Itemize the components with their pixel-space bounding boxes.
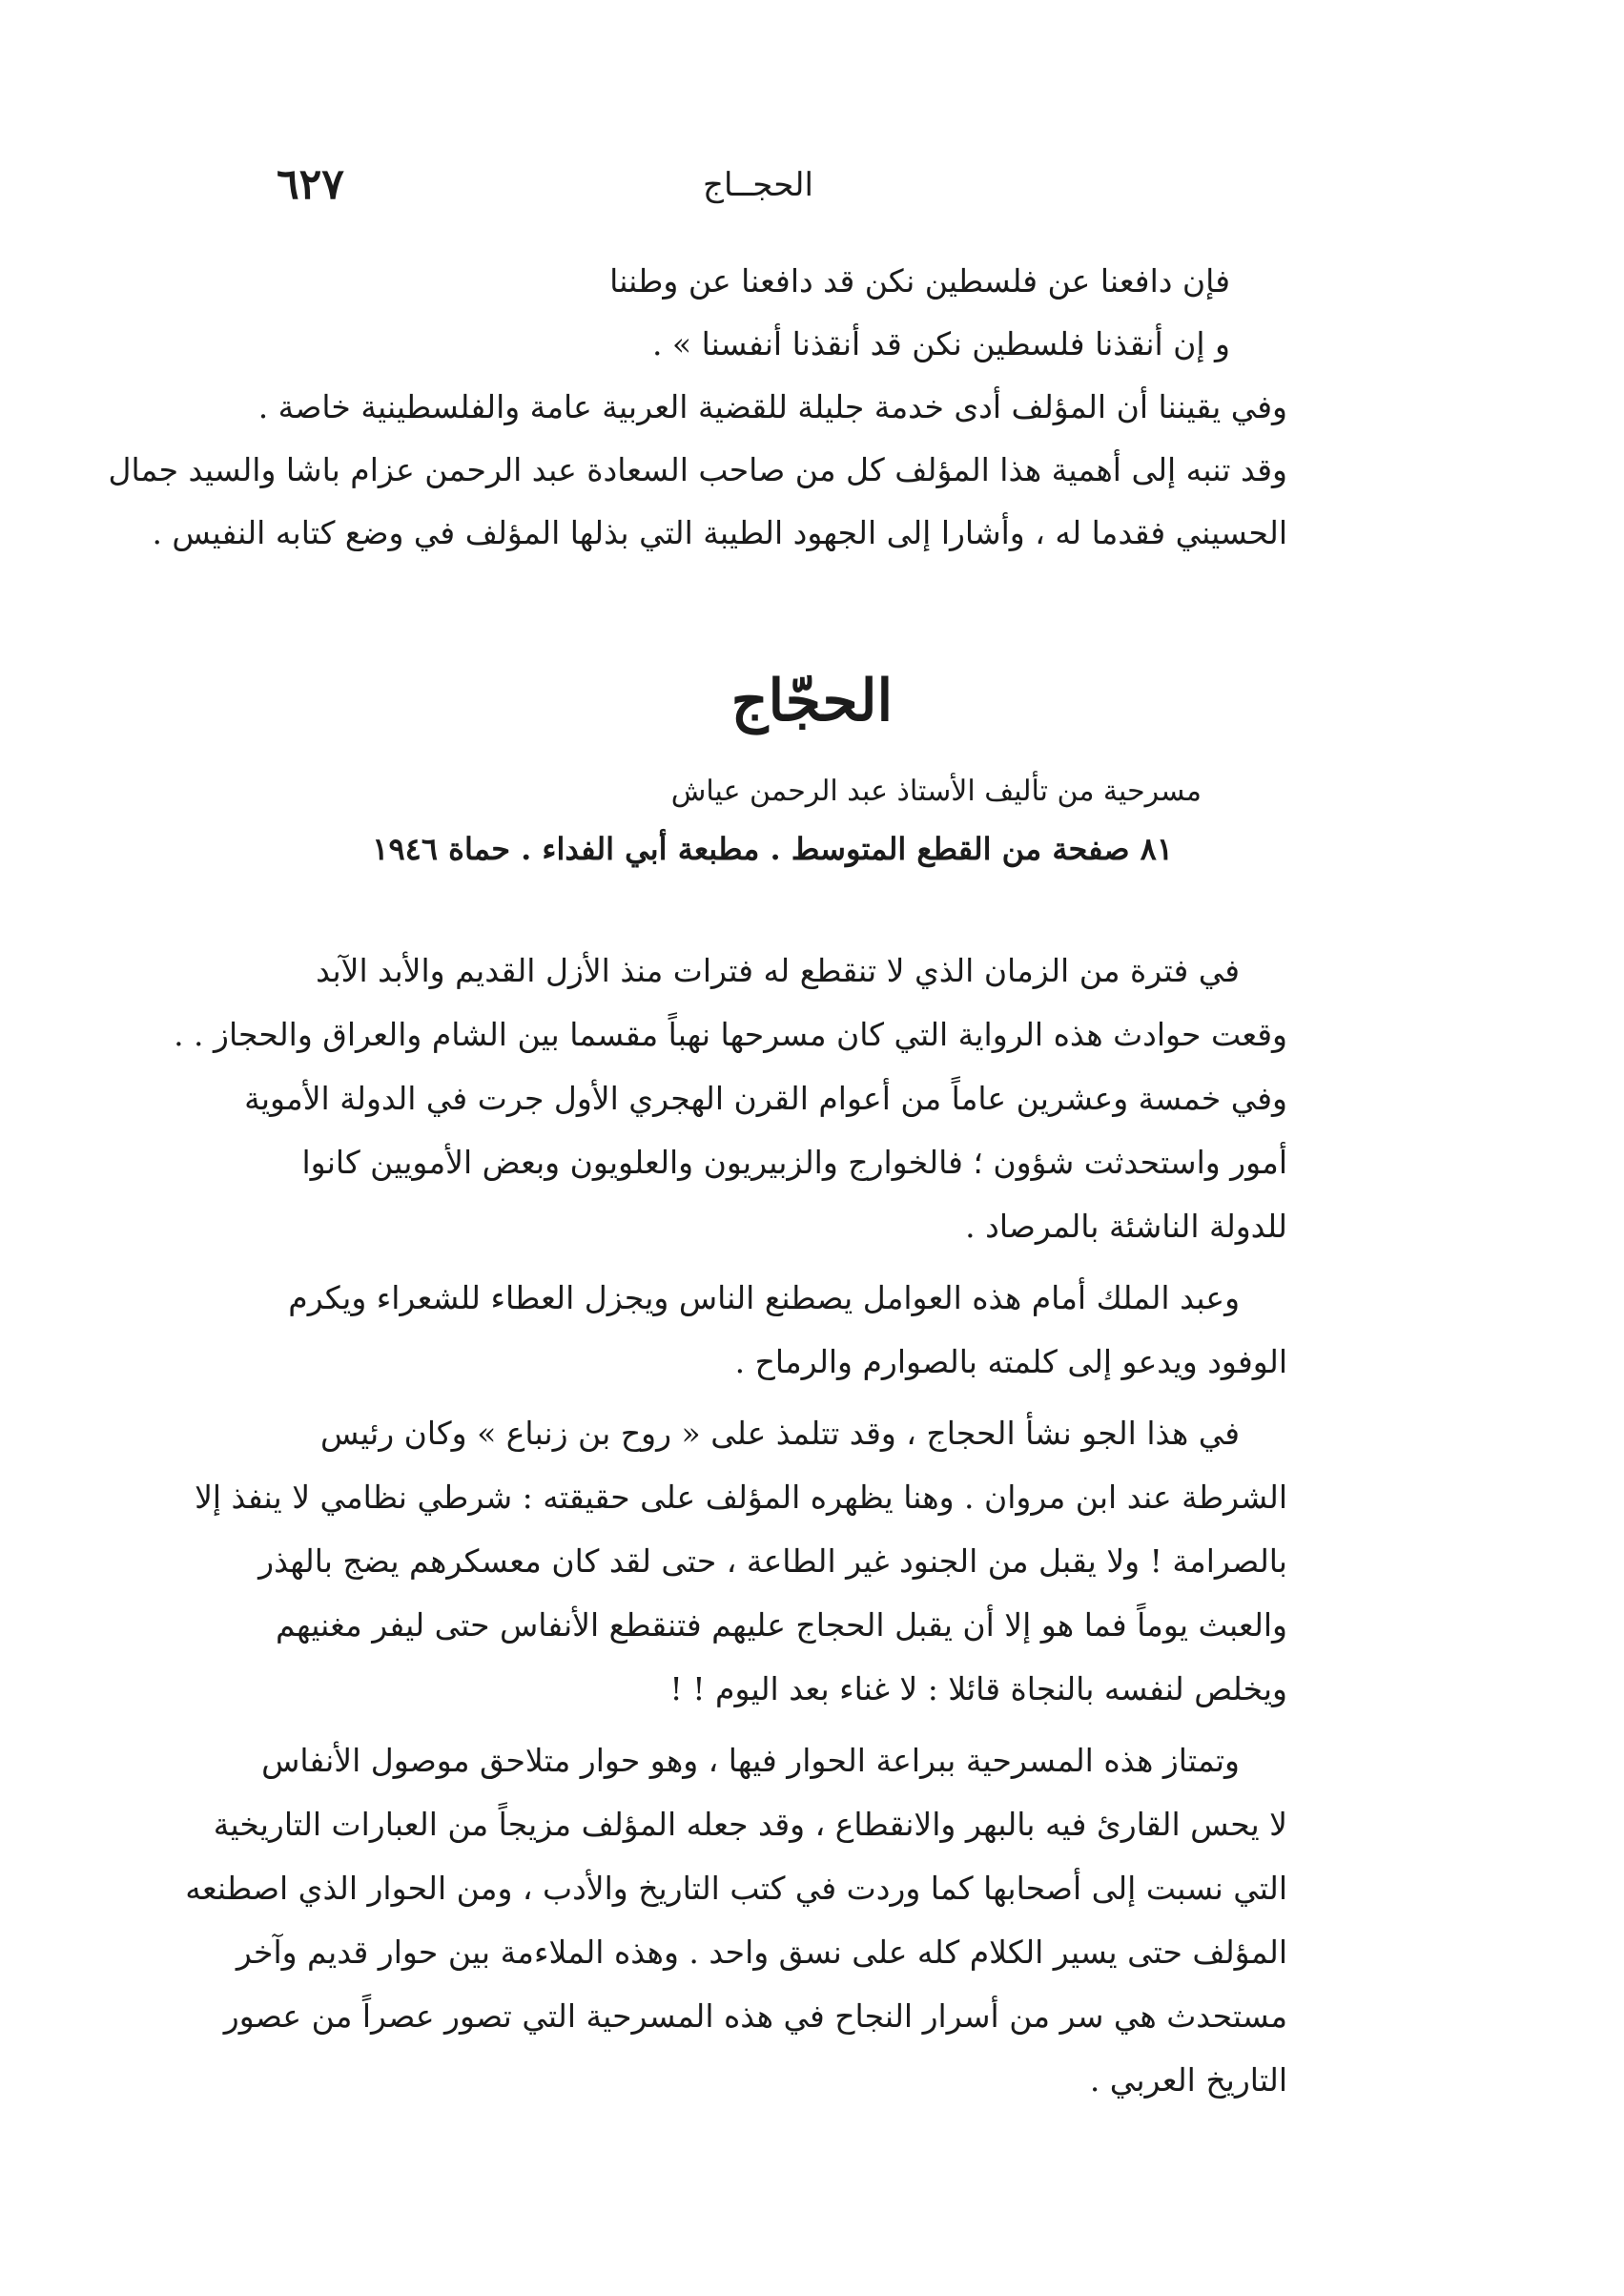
text-line: الشرطة عند ابن مروان . وهنا يظهره المؤلف على حقيقته : شرطي نظامي لا ينفذ إلا	[195, 1479, 1287, 1516]
text-line: التي نسبت إلى أصحابها كما وردت في كتب التاريخ والأدب ، ومن الحوار الذي اصطنعه	[185, 1870, 1287, 1907]
text-line: والعبث يوماً فما هو إلا أن يقبل الحجاج عليهم فتنقطع الأنفاس حتى ليفر مغنيهم	[276, 1606, 1287, 1644]
text-line: مستحدث هي سر من أسرار النجاح في هذه المسرحية التي تصور عصراً من عصور	[223, 1997, 1287, 2035]
text-line: ويخلص لنفسه بالنجاة قائلا : لا غناء بعد اليوم ! !	[669, 1670, 1287, 1707]
text-line: التاريخ العربي .	[1089, 2061, 1287, 2099]
quoted-verse	[229, 250, 1287, 376]
text-line: المؤلف حتى يسير الكلام كله على نسق واحد . وهذه الملاءمة بين حوار قديم وآخر	[236, 1934, 1287, 1971]
text-line: أمور واستحدثت شؤون ؛ فالخوارج والزبيريون والعلويون وبعض الأمويين كانوا	[301, 1144, 1287, 1181]
text-line: في فترة من الزمان الذي لا تنقطع له فترات منذ الأزل القديم والأبد الآبد	[316, 952, 1240, 989]
text-line: بالصرامة ! ولا يقبل من الجنود غير الطاعة ، حتى لقد كان معسكرهم يضج بالهذر	[258, 1542, 1287, 1580]
verse-line: و إن أنقذنا فلسطين نكن قد أنقذنا أنفسنا » .	[651, 325, 1230, 362]
text-line: وقعت حوادث هذه الرواية التي كان مسرحها نهباً مقسما بين الشام والعراق والحجاز . .	[174, 1016, 1287, 1053]
text-line: الوفود ويدعو إلى كلمته بالصوارم والرماح .	[734, 1343, 1287, 1380]
verse-line: فإن دافعنا عن فلسطين نكن قد دافعنا عن وطننا	[609, 262, 1230, 300]
running-title: الحجــاج	[703, 166, 813, 204]
book-title: الحجّاج	[730, 668, 894, 734]
page-header	[277, 160, 1240, 217]
text-line: وقد تنبه إلى أهمية هذا المؤلف كل من صاحب السعادة عبد الرحمن عزام باشا والسيد جمال	[108, 451, 1287, 488]
text-line: وعبد الملك أمام هذه العوامل يصطنع الناس ويجزل العطاء للشعراء ويكرم	[288, 1279, 1240, 1316]
book-details	[229, 763, 1230, 878]
text-line: وتمتاز هذه المسرحية ببراعة الحوار فيها ، وهو حوار متلاحق موصول الأنفاس	[261, 1742, 1240, 1779]
page-number: ٦٢٧	[277, 160, 344, 209]
text-line: للدولة الناشئة بالمرصاد .	[965, 1208, 1287, 1245]
review-body	[174, 939, 1287, 2112]
text-line: في هذا الجو نشأ الحجاج ، وقد تتلمذ على « روح بن زنباع » وكان رئيس	[320, 1415, 1240, 1452]
paragraph	[185, 1728, 1287, 2112]
text-line: لا يحس القارئ فيه بالبهر والانقطاع ، وقد جعله المؤلف مزيجاً من العبارات التاريخية	[213, 1806, 1287, 1843]
text-line: الحسيني فقدما له ، وأشارا إلى الجهود الطيبة التي بذلها المؤلف في وضع كتابه النفيس .	[152, 514, 1287, 551]
text-line: وفي خمسة وعشرين عاماً من أعوام القرن الهجري الأول جرت في الدولة الأموية	[244, 1080, 1287, 1117]
text-line: وفي يقيننا أن المؤلف أدى خدمة جليلة للقضية العربية عامة والفلسطينية خاصة .	[257, 388, 1287, 425]
paragraph	[195, 1401, 1287, 1721]
paragraph	[174, 939, 1287, 1258]
book-subtitle: مسرحية من تأليف الأستاذ عبد الرحمن عياش	[670, 775, 1202, 808]
previous-review-ending	[108, 250, 1287, 565]
book-publication-info: ٨١ صفحة من القطع المتوسط . مطبعة أبي الفداء . حماة ١٩٤٦	[372, 831, 1173, 867]
paragraph	[229, 1266, 1287, 1394]
